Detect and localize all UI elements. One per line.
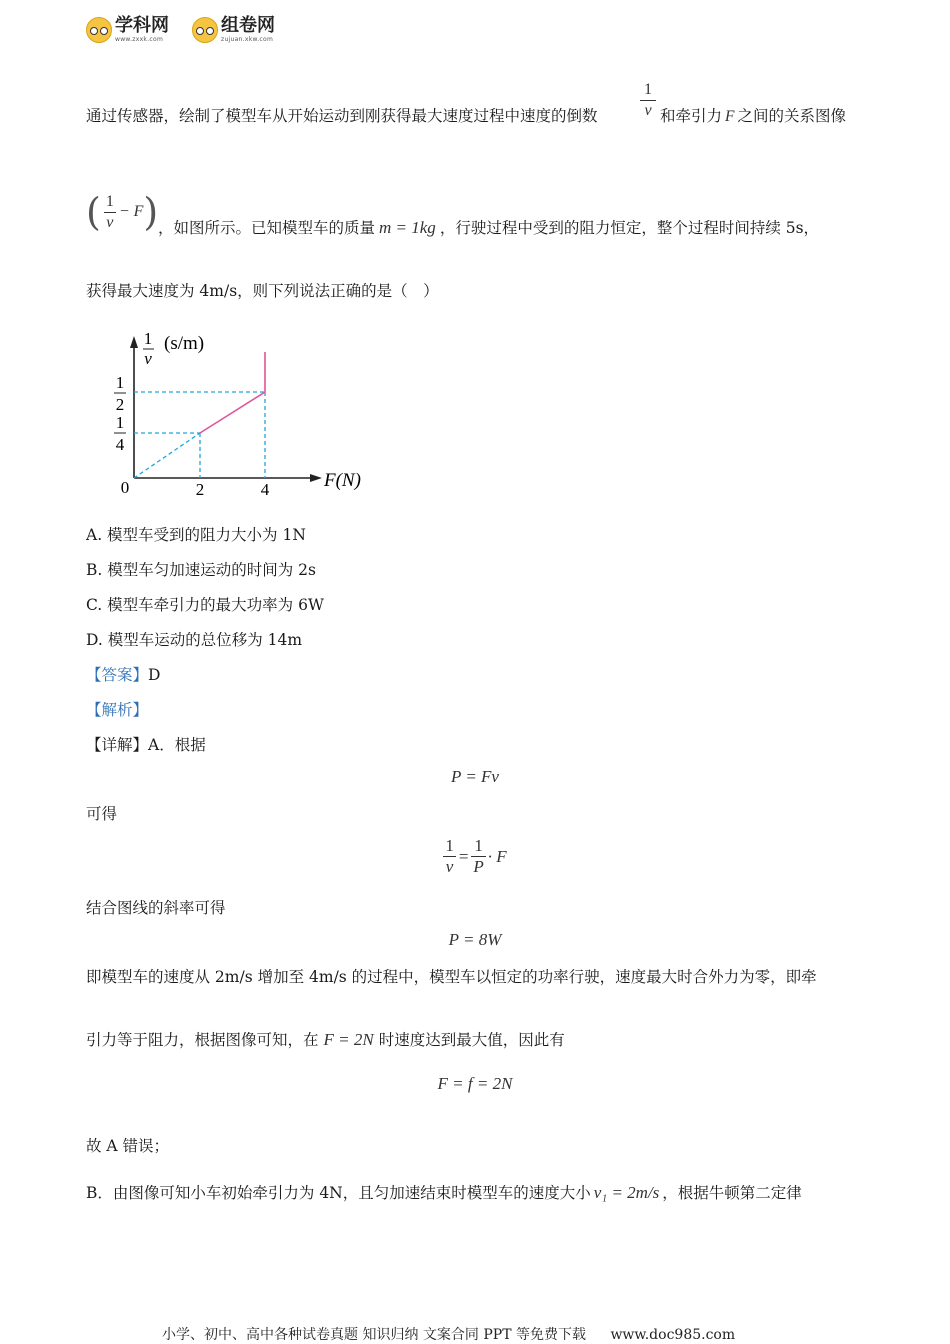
logo-xuekewang <box>86 16 169 43</box>
answer-value: D <box>148 666 161 684</box>
text-b-analysis: B．由图像可知小车初始牵引力为 4N，且匀加速结束时模型车的速度大小 v₁ = 2m/s ，根据牛顿第二定律 <box>86 1183 802 1202</box>
logo-name: 学科网 <box>115 15 169 36</box>
y-axis-arrow-icon <box>130 336 138 348</box>
option-a: A. 模型车受到的阻力大小为 1N <box>86 526 306 544</box>
y-tick-half-den: 2 <box>115 395 125 414</box>
option-d: D. 模型车运动的总位移为 14m <box>86 631 303 649</box>
origin-label: 0 <box>120 478 130 497</box>
logo-name: 组卷网 <box>221 15 275 36</box>
logo-zujuanwang <box>192 16 275 43</box>
logo-face-icon <box>86 17 112 43</box>
logo-url: www.zxxk.com <box>115 36 164 43</box>
logo-face-icon <box>192 17 218 43</box>
equation-p-8w: P = 8W <box>448 930 502 949</box>
question-line-1: 通过传感器，绘制了模型车从开始运动到刚获得最大速度过程中速度的倒数 <box>86 107 598 125</box>
y-label-unit: (s/m) <box>164 333 205 354</box>
text-a-wrong: 故 A 错误； <box>86 1137 170 1155</box>
question-line-3: 获得最大速度为 4m/s，则下列说法正确的是（ ） <box>86 282 439 300</box>
equation-p-fv: P = Fv <box>451 767 499 786</box>
x-tick-2: 2 <box>195 480 205 499</box>
footer <box>162 1324 735 1344</box>
f-inverse-v-graph <box>100 322 380 502</box>
dashed-origin-line <box>134 433 200 478</box>
equation-f-2n: F = f = 2N <box>437 1074 513 1093</box>
x-tick-4: 4 <box>260 480 270 499</box>
equation-inverse-v: $\frac{1}{v}$ = $\frac{1}{P}$ · F <box>445 836 507 876</box>
y-tick-quarter-num: 1 <box>115 413 125 432</box>
answer-line <box>86 665 160 685</box>
question-line-1-tail: 和牵引力 F 之间的关系图像 <box>660 107 846 125</box>
logo-url: zujuan.xkw.com <box>221 36 274 43</box>
option-b: B. 模型车匀加速运动的时间为 2s <box>86 561 316 579</box>
y-label-num: 1 <box>143 329 153 348</box>
text-kede: 可得 <box>86 805 118 823</box>
detail-line: 【详解】A．根据 <box>86 736 206 754</box>
question-line-2: ，如图所示。已知模型车的质量 m = 1kg ，行驶过程中受到的阻力恒定，整个过程时间持续 5s， <box>158 218 820 237</box>
y-tick-half-num: 1 <box>115 373 125 392</box>
footer-url[interactable]: www.doc985.com <box>610 1327 736 1343</box>
analysis-label: 【解析】 <box>86 701 149 719</box>
answer-label: 【答案】 <box>86 666 149 684</box>
text-resistance: 引力等于阻力，根据图像可知，在 F = 2N 时速度达到最大值，因此有 <box>86 1030 565 1049</box>
x-axis-arrow-icon <box>310 474 322 482</box>
y-label-den: v <box>144 349 152 368</box>
x-label: F(N) <box>324 470 361 491</box>
inverse-v-minus-f: ( $\frac{1}{v}$ − F ) <box>86 190 159 234</box>
inverse-v-fraction: 1 v <box>640 80 656 121</box>
text-constant-power: 即模型车的速度从 2m/s 增加至 4m/s 的过程中，模型车以恒定的功率行驶，速度最大时合外力为零，即牵 <box>86 968 817 986</box>
footer-text: 小学、初中、高中各种试卷真题 知识归纳 文案合同 PPT 等免费下载 <box>162 1327 586 1343</box>
detail-label: 【详解】 <box>86 736 149 754</box>
text-slope: 结合图线的斜率可得 <box>86 899 226 917</box>
option-c: C. 模型车牵引力的最大功率为 6W <box>86 596 324 614</box>
y-tick-quarter-den: 4 <box>115 435 125 454</box>
